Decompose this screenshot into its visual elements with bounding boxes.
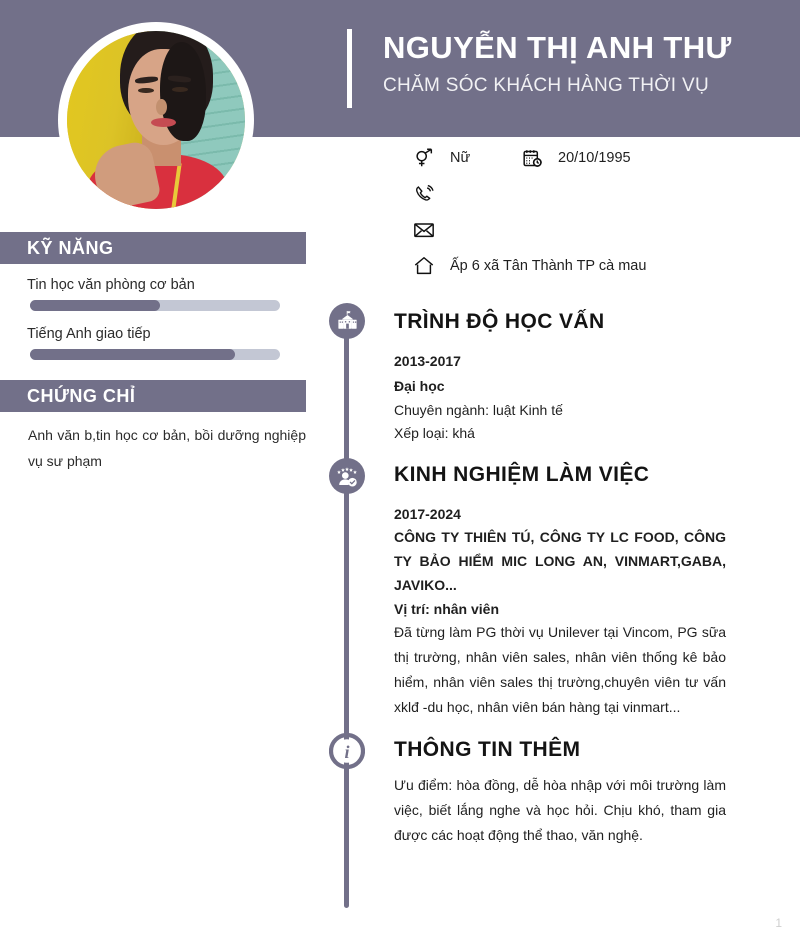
school-icon xyxy=(329,303,365,339)
header-divider xyxy=(347,29,352,108)
home-icon xyxy=(410,252,438,280)
education-major: Chuyên ngành: luật Kinh tế xyxy=(394,402,563,418)
education-years: 2013-2017 xyxy=(394,353,461,369)
experience-position: Vị trí: nhân viên xyxy=(394,601,500,617)
section-title-experience: KINH NGHIỆM LÀM VIỆC xyxy=(394,463,650,486)
candidate-role: CHĂM SÓC KHÁCH HÀNG THỜI VỤ xyxy=(383,75,709,96)
experience-years: 2017-2024 xyxy=(394,506,461,522)
envelope-icon xyxy=(410,216,438,244)
sidebar-heading-certificates: CHỨNG CHỈ xyxy=(0,380,306,412)
sidebar-heading-skills: KỸ NĂNG xyxy=(0,232,306,264)
skill-bar xyxy=(30,300,280,311)
contact-gender-value: Nữ xyxy=(450,150,471,166)
phone-icon xyxy=(410,180,438,208)
calendar-icon xyxy=(518,144,546,172)
portrait-photo xyxy=(67,31,245,209)
certificates-text: Anh văn b,tin học cơ bản, bồi dưỡng nghiệp vụ sư phạm xyxy=(28,427,306,469)
skill-label: Tiếng Anh giao tiếp xyxy=(27,326,151,342)
contact-phone xyxy=(410,180,450,208)
education-grade: Xếp loại: khá xyxy=(394,425,475,441)
gender-icon xyxy=(410,144,438,172)
experience-companies: CÔNG TY THIÊN TÚ, CÔNG TY LC FOOD, CÔNG TY BẢO HIỂM MIC LONG AN, VINMART,GABA, JAVIKO... xyxy=(394,529,726,593)
candidate-name: NGUYỄN THỊ ANH THƯ xyxy=(383,30,732,65)
contact-gender xyxy=(410,144,470,172)
svg-text:i: i xyxy=(344,742,350,762)
education-degree: Đại học xyxy=(394,378,445,394)
contact-dob-value: 20/10/1995 xyxy=(558,150,631,166)
timeline-line xyxy=(344,315,349,908)
page-number: 1 xyxy=(775,916,782,930)
section-title-additional: THÔNG TIN THÊM xyxy=(394,738,581,761)
skill-bar xyxy=(30,349,280,360)
work-badge-icon xyxy=(329,458,365,494)
info-icon xyxy=(329,733,365,769)
contact-dob xyxy=(518,144,631,172)
additional-description: Ưu điểm: hòa đồng, dễ hòa nhập với môi trường làm việc, biết lắng nghe và học hỏi. Chịu khó, tham gia được các hoạt động thể thao, văn nghệ. xyxy=(394,777,726,843)
contact-address xyxy=(410,252,646,280)
contact-email xyxy=(410,216,450,244)
skill-label: Tin học văn phòng cơ bản xyxy=(27,277,195,293)
experience-description: Đã từng làm PG thời vụ Unilever tại Vincom, PG sữa thị trường, nhân viên sales, nhân viên thống kê bảo hiểm, nhân viên sales thị trường,chuyên viên tư vấn xklđ -du học, nhân viên bán hàng tại vinmart... xyxy=(394,624,726,715)
section-title-education: TRÌNH ĐỘ HỌC VẤN xyxy=(394,310,605,333)
avatar xyxy=(58,22,254,218)
header-text-block xyxy=(383,28,783,101)
contact-address-value: Ấp 6 xã Tân Thành TP cà mau xyxy=(450,258,647,274)
